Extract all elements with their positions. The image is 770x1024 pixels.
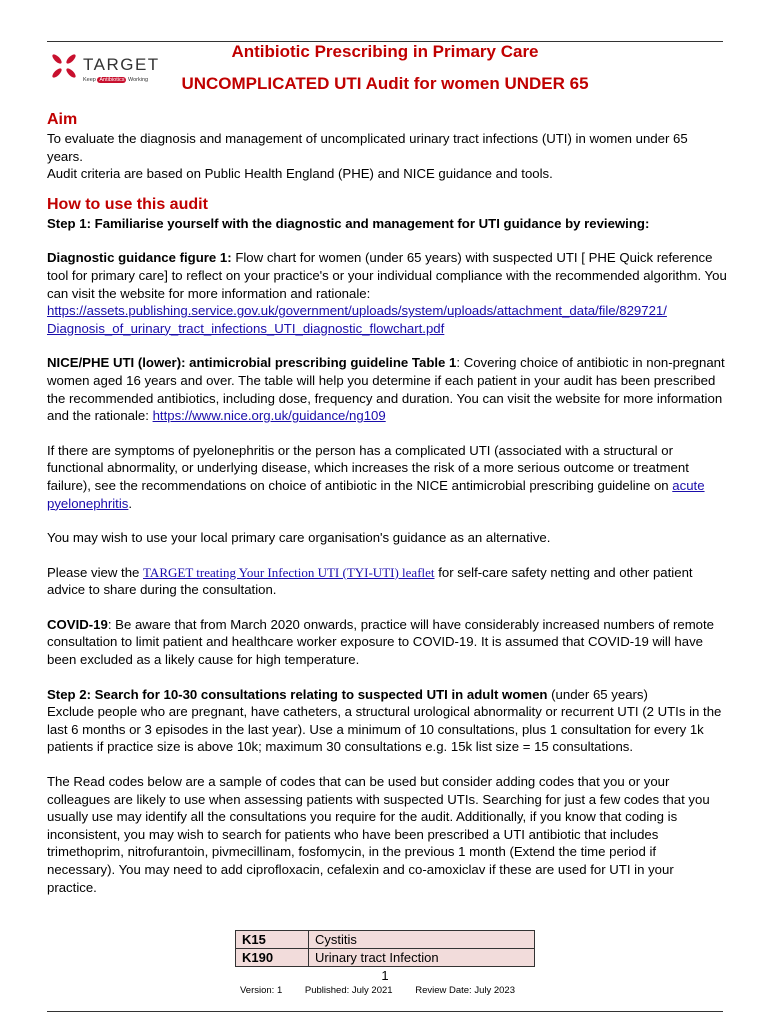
footer-published: Published: July 2021 bbox=[304, 985, 393, 996]
aim-line-2: Audit criteria are based on Public Health England (PHE) and NICE guidance and tools. bbox=[47, 166, 553, 182]
aim-heading: Aim bbox=[47, 111, 78, 128]
table-row bbox=[236, 931, 535, 949]
tyi-uti-leaflet-link[interactable]: TARGET treating Your Infection UTI (TYI-UTI) leaflet bbox=[143, 564, 435, 580]
read-code-description: Urinary tract Infection bbox=[309, 949, 535, 967]
how-heading: How to use this audit bbox=[47, 195, 208, 213]
step2-paragraph: Exclude people who are pregnant, have catheters, a structural urological abnormality or recurrent UTI (2 UTIs in the last 6 months or 3 episodes in the last year). Use a minimum of 10 consultations, plus 1 consultation for every 1k patients if practice size is above 10k; maximum 30 consultations e.g. 15k list size = 15 consultations. bbox=[47, 704, 722, 755]
read-codes-paragraph: The Read codes below are a sample of codes that can be used but consider adding codes that you or your colleagues are likely to use when assessing patients with suspected UTIs. Searching for just a few codes that you usually use may identify all the consultations you require for the audit. Additionally, if you know that coding is inconsistent, you may wish to search for patients who have been prescribed a UTI antibiotic that includes trimethoprim, nitrofurantoin, pivmecillinam, fosfomycin, in the previous 1 month (Extend the time period if necessary). You may need to add ciprofloxacin, cefalexin and co-amoxiclav if these are used for UTI in your practice. bbox=[47, 774, 710, 895]
table-row bbox=[236, 949, 535, 967]
nice-paragraph: NICE/PHE UTI (lower): antimicrobial prescribing guideline Table 1: Covering choice of antibiotic in non-pregnant women aged 16 years and over. The table will help you determine if each patient in your audit has been prescribed the recommended antibiotics, including dose, frequency and duration. You can visit the website for more information and the rationale: https://www.nice.org.uk/guidance/ng109 bbox=[47, 355, 725, 424]
document-subtitle: UNCOMPLICATED UTI Audit for women UNDER 65 bbox=[181, 74, 589, 93]
nice-ng109-link[interactable]: https://www.nice.org.uk/guidance/ng109 bbox=[152, 408, 386, 424]
target-logo bbox=[50, 50, 160, 90]
read-code-cell: K190 bbox=[236, 949, 309, 967]
acute-pyelonephritis-link[interactable]: acute pyelonephritis bbox=[47, 477, 705, 511]
page-number: 1 bbox=[381, 968, 389, 983]
bottom-rule bbox=[47, 1011, 723, 1012]
figure1-paragraph: Diagnostic guidance figure 1: Flow chart for women (under 65 years) with suspected UTI [ PHE Quick reference tool for primary care] to reflect on your practice's or your individual compliance with the recommended algorithm. You can visit the website for more information and rationale: https://assets.publishing.service.gov.uk/government/uploads/system/uploads/attachment_data/file/829721/ Diagnosis_of_urinary_tract_infections_UTI_diagnostic_flowchart.pdf bbox=[47, 250, 727, 336]
footer-version: Version: 1 bbox=[240, 985, 283, 996]
logo-wordmark: TARGET bbox=[83, 55, 160, 74]
read-code-description: Cystitis bbox=[309, 931, 535, 949]
covid-paragraph: COVID-19: Be aware that from March 2020 onwards, practice will have considerably increased numbers of remote consultation to limit patient and healthcare worker exposure to COVID-19. It is assumed that COVID-19 will have been excluded as a likely cause for high temperature. bbox=[47, 616, 715, 668]
read-codes-table bbox=[235, 930, 535, 967]
pyelonephritis-paragraph: If there are symptoms of pyelonephritis or the person has a complicated UTI (associated with a structural or functional abnormality, or underlying disease, which increases the risk of a more serious outcome or treatment failure), see the recommendations on choice of antibiotic in the NICE antimicrobial prescribing guideline on acute pyelonephritis. bbox=[47, 442, 705, 511]
logo-tagline: Keep Antibiotics Working bbox=[83, 77, 149, 83]
step1-paragraph: Step 1: Familiarise yourself with the diagnostic and management for UTI guidance by reviewing: bbox=[47, 215, 650, 231]
document-body bbox=[47, 110, 727, 896]
read-code-cell: K15 bbox=[236, 931, 309, 949]
footer bbox=[240, 985, 515, 996]
tyi-paragraph: Please view the TARGET treating Your Infection UTI (TYI-UTI) leaflet for self-care safety netting and other patient advice to share during the consultation. bbox=[47, 564, 693, 598]
document-title: Antibiotic Prescribing in Primary Care bbox=[231, 42, 539, 61]
footer-review-date: Review Date: July 2023 bbox=[415, 985, 516, 996]
local-guidance-paragraph: You may wish to use your local primary care organisation's guidance as an alternative. bbox=[47, 530, 551, 546]
step2-heading: Step 2: Search for 10-30 consultations relating to suspected UTI in adult women (under 65 years) bbox=[47, 686, 648, 702]
aim-line-1: To evaluate the diagnosis and management of uncomplicated urinary tract infections (UTI) in women under 65 years. bbox=[47, 131, 688, 164]
target-logo-icon bbox=[50, 52, 78, 80]
flowchart-link[interactable]: https://assets.publishing.service.gov.uk/government/uploads/system/uploads/attachment_data/file/829721/ Diagnosis_of_urinary_tract_infections_UTI_diagnostic_flowchart.pdf bbox=[47, 303, 667, 336]
